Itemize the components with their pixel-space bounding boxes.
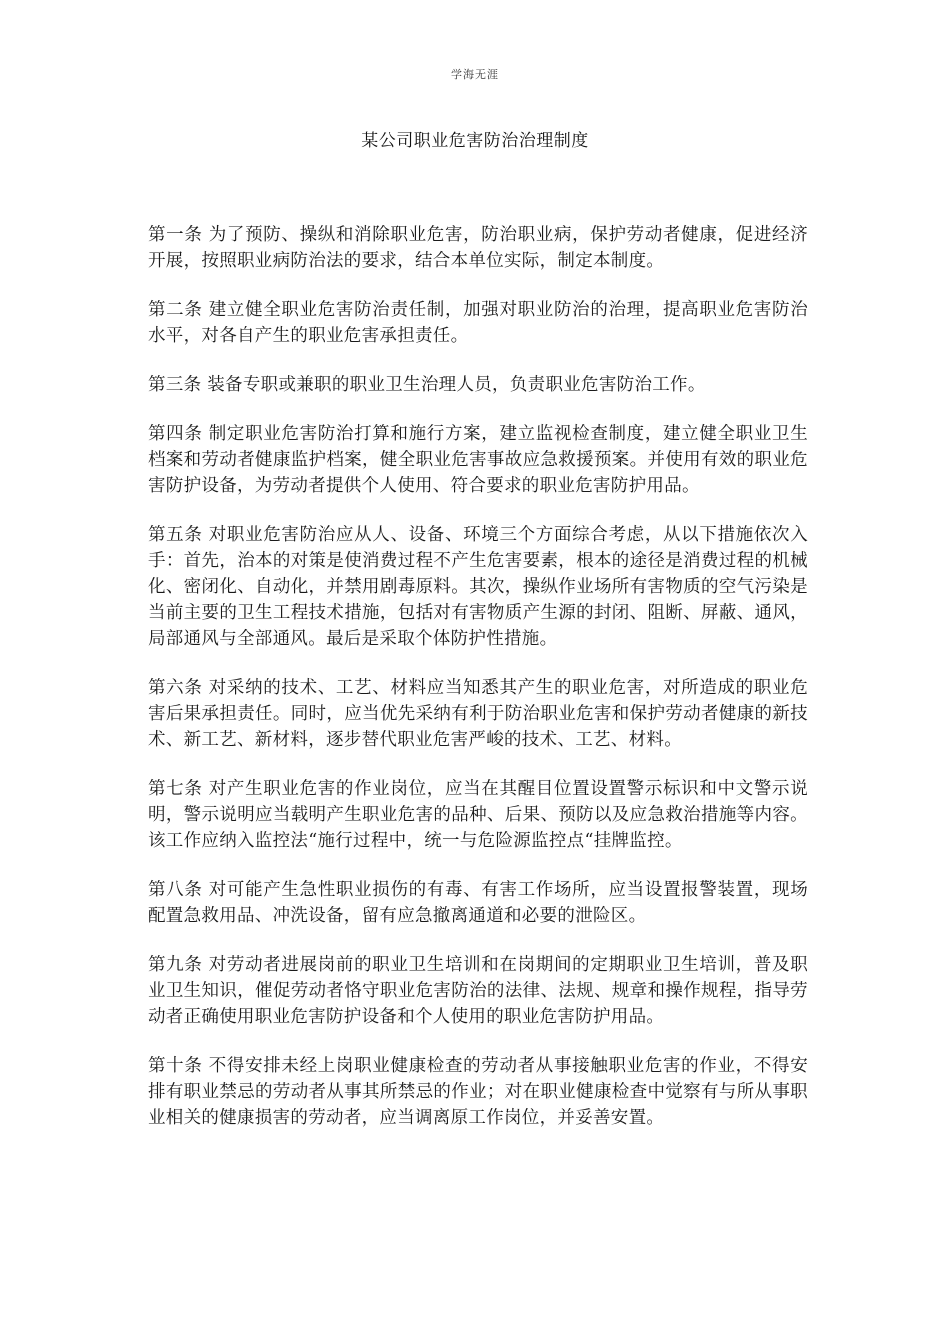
page-header: 学海无涯 bbox=[451, 68, 499, 81]
article-6: 第六条 对采纳的技术、工艺、材料应当知悉其产生的职业危害，对所造成的职业危害后果承担责任。同时，应当优先采纳有利于防治职业危害和保护劳动者健康的新技术、新工艺、新材料，逐步替代职业危害严峻的技术、工艺、材料。 bbox=[148, 678, 808, 750]
document-body bbox=[148, 222, 808, 1154]
document-title: 某公司职业危害防治治理制度 bbox=[361, 131, 589, 151]
article-3: 第三条 装备专职或兼职的职业卫生治理人员，负责职业危害防治工作。 bbox=[148, 375, 706, 395]
article-2: 第二条 建立健全职业危害防治责任制，加强对职业防治的治理，提高职业危害防治水平，对各自产生的职业危害承担责任。 bbox=[148, 300, 808, 346]
article-9: 第九条 对劳动者进展岗前的职业卫生培训和在岗期间的定期职业卫生培训，普及职业卫生知识，催促劳动者恪守职业危害防治的法律、法规、规章和操作规程，指导劳动者正确使用职业危害防护设备和个人使用的职业危害防护用品。 bbox=[148, 955, 808, 1027]
article-8: 第八条 对可能产生急性职业损伤的有毒、有害工作场所，应当设置报警装置，现场配置急救用品、冲洗设备，留有应急撤离通道和必要的泄险区。 bbox=[148, 880, 808, 926]
article-5: 第五条 对职业危害防治应从人、设备、环境三个方面综合考虑，从以下措施依次入手：首先，治本的对策是使消费过程不产生危害要素，根本的途径是消费过程的机械化、密闭化、自动化，并禁用剧毒原料。其次，操纵作业场所有害物质的空气污染是当前主要的卫生工程技术措施，包括对有害物质产生源的封闭、阻断、屏蔽、通风，局部通风与全部通风。最后是采取个体防护性措施。 bbox=[148, 525, 808, 649]
article-10: 第十条 不得安排未经上岗职业健康检查的劳动者从事接触职业危害的作业，不得安排有职业禁忌的劳动者从事其所禁忌的作业；对在职业健康检查中觉察有与所从事职业相关的健康损害的劳动者，应当调离原工作岗位，并妥善安置。 bbox=[148, 1056, 808, 1128]
article-4: 第四条 制定职业危害防治打算和施行方案，建立监视检查制度，建立健全职业卫生档案和劳动者健康监护档案，健全职业危害事故应急救援预案。并使用有效的职业危害防护设备，为劳动者提供个人使用、符合要求的职业危害防护用品。 bbox=[148, 424, 808, 496]
article-1: 第一条 为了预防、操纵和消除职业危害，防治职业病，保护劳动者健康，促进经济开展，按照职业病防治法的要求，结合本单位实际，制定本制度。 bbox=[148, 225, 808, 271]
article-7: 第七条 对产生职业危害的作业岗位，应当在其醒目位置设置警示标识和中文警示说明，警示说明应当载明产生职业危害的品种、后果、预防以及应急救治措施等内容。该工作应纳入监控法“施行过程中，统一与危险源监控点“挂牌监控。 bbox=[148, 779, 808, 851]
